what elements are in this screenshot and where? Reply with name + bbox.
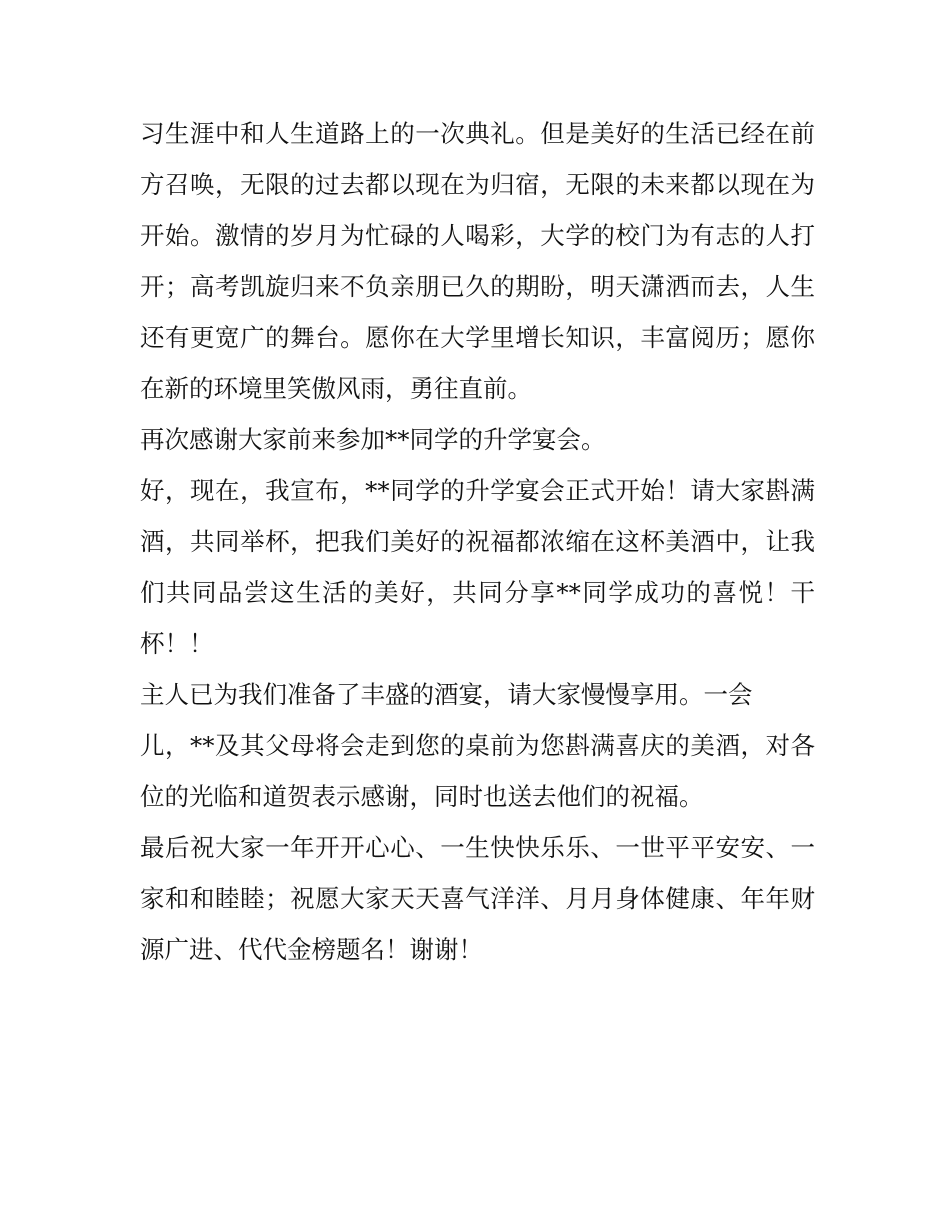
text-line: 源广进、代代金榜题名！谢谢！ (140, 935, 483, 964)
text-line: 习生涯中和人生道路上的一次典礼。但是美好的生活已经在前 (140, 119, 815, 148)
text-line: 在新的环境里笑傲风雨，勇往直前。 (140, 374, 532, 403)
paragraph-thanks (140, 414, 815, 465)
paragraph-blessing (140, 108, 815, 414)
text-line: 位的光临和道贺表示感谢，同时也送去他们的祝福。 (140, 782, 704, 811)
paragraph-announcement (140, 465, 815, 669)
text-line: 方召唤，无限的过去都以现在为归宿，无限的未来都以现在为 (140, 170, 815, 199)
text-line: 们共同品尝这生活的美好，共同分享**同学成功的喜悦！干 (140, 578, 815, 607)
document-body (140, 108, 815, 975)
text-line: 主人已为我们准备了丰盛的酒宴，请大家慢慢享用。一会 (140, 680, 753, 709)
paragraph-banquet (140, 669, 815, 822)
paragraph-closing-wishes (140, 822, 815, 975)
text-line: 好，现在，我宣布，**同学的升学宴会正式开始！请大家斟满 (140, 476, 815, 505)
text-line: 儿，**及其父母将会走到您的桌前为您斟满喜庆的美酒，对各 (140, 731, 815, 760)
text-line: 最后祝大家一年开开心心、一生快快乐乐、一世平平安安、一 (140, 833, 815, 862)
text-line: 酒，共同举杯，把我们美好的祝福都浓缩在这杯美酒中，让我 (140, 527, 815, 556)
text-line: 家和和睦睦；祝愿大家天天喜气洋洋、月月身体健康、年年财 (140, 884, 815, 913)
text-line: 杯！！ (140, 629, 214, 658)
text-line: 还有更宽广的舞台。愿你在大学里增长知识，丰富阅历；愿你 (140, 323, 815, 352)
text-line: 开始。激情的岁月为忙碌的人喝彩，大学的校门为有志的人打 (140, 221, 815, 250)
text-line: 开；高考凯旋归来不负亲朋已久的期盼，明天潇洒而去，人生 (140, 272, 815, 301)
text-line: 再次感谢大家前来参加**同学的升学宴会。 (140, 425, 606, 454)
